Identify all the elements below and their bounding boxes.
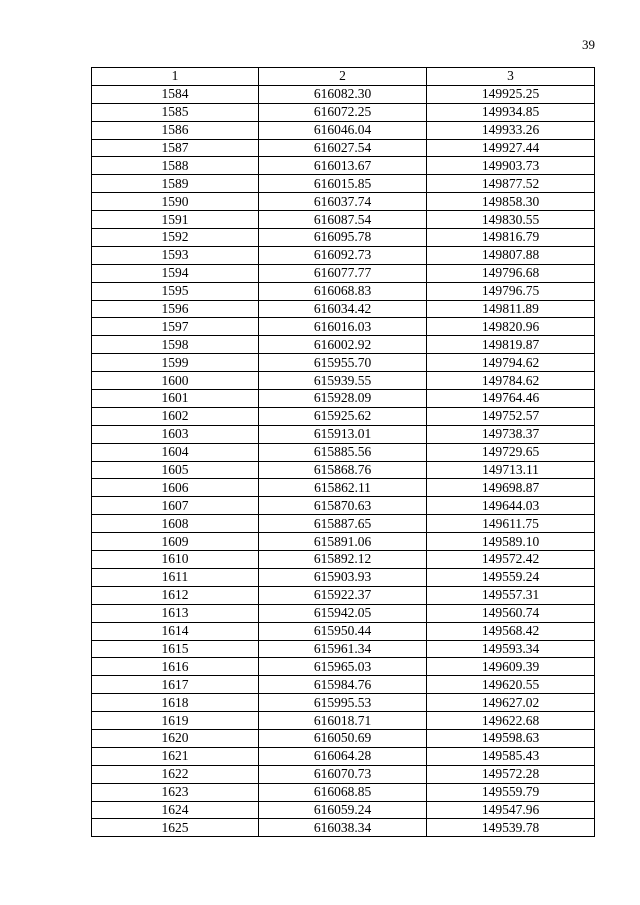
table-row <box>92 157 595 175</box>
table-row <box>92 658 595 676</box>
table-row <box>92 479 595 497</box>
column-header-2: 2 <box>259 68 427 86</box>
table-row <box>92 676 595 694</box>
y-coordinate-cell: 149784.62 <box>427 372 595 390</box>
x-coordinate-cell: 616068.85 <box>259 783 427 801</box>
table-row <box>92 461 595 479</box>
x-coordinate-cell: 615950.44 <box>259 622 427 640</box>
table-row <box>92 783 595 801</box>
y-coordinate-cell: 149794.62 <box>427 354 595 372</box>
table-row <box>92 712 595 730</box>
point-number-cell: 1621 <box>92 747 259 765</box>
table-row <box>92 819 595 837</box>
y-coordinate-cell: 149858.30 <box>427 193 595 211</box>
point-number-cell: 1587 <box>92 139 259 157</box>
table-row <box>92 747 595 765</box>
x-coordinate-cell: 616082.30 <box>259 85 427 103</box>
x-coordinate-cell: 615887.65 <box>259 515 427 533</box>
x-coordinate-cell: 615995.53 <box>259 694 427 712</box>
point-number-cell: 1614 <box>92 622 259 640</box>
y-coordinate-cell: 149559.24 <box>427 568 595 586</box>
table-header-row <box>92 68 595 86</box>
y-coordinate-cell: 149738.37 <box>427 425 595 443</box>
y-coordinate-cell: 149622.68 <box>427 712 595 730</box>
y-coordinate-cell: 149627.02 <box>427 694 595 712</box>
point-number-cell: 1622 <box>92 765 259 783</box>
y-coordinate-cell: 149934.85 <box>427 103 595 121</box>
point-number-cell: 1588 <box>92 157 259 175</box>
y-coordinate-cell: 149557.31 <box>427 586 595 604</box>
point-number-cell: 1585 <box>92 103 259 121</box>
table-row <box>92 390 595 408</box>
x-coordinate-cell: 615984.76 <box>259 676 427 694</box>
x-coordinate-cell: 616059.24 <box>259 801 427 819</box>
point-number-cell: 1616 <box>92 658 259 676</box>
x-coordinate-cell: 616068.83 <box>259 282 427 300</box>
point-number-cell: 1604 <box>92 443 259 461</box>
y-coordinate-cell: 149820.96 <box>427 318 595 336</box>
x-coordinate-cell: 616095.78 <box>259 229 427 247</box>
table-row <box>92 300 595 318</box>
x-coordinate-cell: 615955.70 <box>259 354 427 372</box>
x-coordinate-cell: 615925.62 <box>259 407 427 425</box>
table-row <box>92 586 595 604</box>
table-row <box>92 175 595 193</box>
y-coordinate-cell: 149572.42 <box>427 551 595 569</box>
x-coordinate-cell: 615868.76 <box>259 461 427 479</box>
x-coordinate-cell: 616002.92 <box>259 336 427 354</box>
y-coordinate-cell: 149927.44 <box>427 139 595 157</box>
point-number-cell: 1607 <box>92 497 259 515</box>
point-number-cell: 1615 <box>92 640 259 658</box>
x-coordinate-cell: 615939.55 <box>259 372 427 390</box>
point-number-cell: 1625 <box>92 819 259 837</box>
point-number-cell: 1590 <box>92 193 259 211</box>
y-coordinate-cell: 149585.43 <box>427 747 595 765</box>
y-coordinate-cell: 149560.74 <box>427 604 595 622</box>
table-row <box>92 443 595 461</box>
y-coordinate-cell: 149539.78 <box>427 819 595 837</box>
point-number-cell: 1589 <box>92 175 259 193</box>
y-coordinate-cell: 149764.46 <box>427 390 595 408</box>
table-row <box>92 229 595 247</box>
y-coordinate-cell: 149644.03 <box>427 497 595 515</box>
table-body <box>92 85 595 836</box>
table-row <box>92 801 595 819</box>
y-coordinate-cell: 149568.42 <box>427 622 595 640</box>
table-row <box>92 282 595 300</box>
y-coordinate-cell: 149903.73 <box>427 157 595 175</box>
point-number-cell: 1623 <box>92 783 259 801</box>
table-row <box>92 622 595 640</box>
y-coordinate-cell: 149620.55 <box>427 676 595 694</box>
x-coordinate-cell: 615942.05 <box>259 604 427 622</box>
x-coordinate-cell: 616015.85 <box>259 175 427 193</box>
y-coordinate-cell: 149877.52 <box>427 175 595 193</box>
point-number-cell: 1603 <box>92 425 259 443</box>
y-coordinate-cell: 149811.89 <box>427 300 595 318</box>
x-coordinate-cell: 616046.04 <box>259 121 427 139</box>
table-row <box>92 568 595 586</box>
y-coordinate-cell: 149609.39 <box>427 658 595 676</box>
point-number-cell: 1602 <box>92 407 259 425</box>
point-number-cell: 1612 <box>92 586 259 604</box>
x-coordinate-cell: 615891.06 <box>259 533 427 551</box>
y-coordinate-cell: 149807.88 <box>427 246 595 264</box>
table-row <box>92 336 595 354</box>
x-coordinate-cell: 615922.37 <box>259 586 427 604</box>
point-number-cell: 1591 <box>92 211 259 229</box>
point-number-cell: 1606 <box>92 479 259 497</box>
table-row <box>92 551 595 569</box>
table-row <box>92 533 595 551</box>
x-coordinate-cell: 616064.28 <box>259 747 427 765</box>
y-coordinate-cell: 149796.68 <box>427 264 595 282</box>
y-coordinate-cell: 149752.57 <box>427 407 595 425</box>
table-row <box>92 604 595 622</box>
x-coordinate-cell: 615870.63 <box>259 497 427 515</box>
point-number-cell: 1618 <box>92 694 259 712</box>
y-coordinate-cell: 149593.34 <box>427 640 595 658</box>
table-row <box>92 640 595 658</box>
table-row <box>92 246 595 264</box>
x-coordinate-cell: 615961.34 <box>259 640 427 658</box>
y-coordinate-cell: 149796.75 <box>427 282 595 300</box>
table-row <box>92 121 595 139</box>
point-number-cell: 1609 <box>92 533 259 551</box>
point-number-cell: 1624 <box>92 801 259 819</box>
table-row <box>92 497 595 515</box>
x-coordinate-cell: 616027.54 <box>259 139 427 157</box>
x-coordinate-cell: 616070.73 <box>259 765 427 783</box>
x-coordinate-cell: 616072.25 <box>259 103 427 121</box>
x-coordinate-cell: 616038.34 <box>259 819 427 837</box>
x-coordinate-cell: 616087.54 <box>259 211 427 229</box>
table-row <box>92 139 595 157</box>
table-row <box>92 103 595 121</box>
x-coordinate-cell: 615913.01 <box>259 425 427 443</box>
x-coordinate-cell: 616016.03 <box>259 318 427 336</box>
y-coordinate-cell: 149589.10 <box>427 533 595 551</box>
x-coordinate-cell: 615892.12 <box>259 551 427 569</box>
point-number-cell: 1613 <box>92 604 259 622</box>
y-coordinate-cell: 149925.25 <box>427 85 595 103</box>
point-number-cell: 1598 <box>92 336 259 354</box>
table-row <box>92 425 595 443</box>
point-number-cell: 1610 <box>92 551 259 569</box>
point-number-cell: 1617 <box>92 676 259 694</box>
x-coordinate-cell: 615903.93 <box>259 568 427 586</box>
y-coordinate-cell: 149713.11 <box>427 461 595 479</box>
column-header-3: 3 <box>427 68 595 86</box>
point-number-cell: 1595 <box>92 282 259 300</box>
y-coordinate-cell: 149933.26 <box>427 121 595 139</box>
table-row <box>92 372 595 390</box>
x-coordinate-cell: 616034.42 <box>259 300 427 318</box>
point-number-cell: 1608 <box>92 515 259 533</box>
point-number-cell: 1599 <box>92 354 259 372</box>
table-row <box>92 407 595 425</box>
x-coordinate-cell: 616092.73 <box>259 246 427 264</box>
coordinates-table <box>91 67 595 837</box>
y-coordinate-cell: 149830.55 <box>427 211 595 229</box>
table-row <box>92 193 595 211</box>
x-coordinate-cell: 616013.67 <box>259 157 427 175</box>
y-coordinate-cell: 149729.65 <box>427 443 595 461</box>
y-coordinate-cell: 149572.28 <box>427 765 595 783</box>
point-number-cell: 1620 <box>92 729 259 747</box>
y-coordinate-cell: 149819.87 <box>427 336 595 354</box>
page-number: 39 <box>582 37 595 52</box>
point-number-cell: 1600 <box>92 372 259 390</box>
point-number-cell: 1596 <box>92 300 259 318</box>
point-number-cell: 1584 <box>92 85 259 103</box>
x-coordinate-cell: 616050.69 <box>259 729 427 747</box>
point-number-cell: 1586 <box>92 121 259 139</box>
table-row <box>92 515 595 533</box>
point-number-cell: 1619 <box>92 712 259 730</box>
x-coordinate-cell: 615862.11 <box>259 479 427 497</box>
point-number-cell: 1594 <box>92 264 259 282</box>
table-row <box>92 211 595 229</box>
y-coordinate-cell: 149611.75 <box>427 515 595 533</box>
y-coordinate-cell: 149559.79 <box>427 783 595 801</box>
x-coordinate-cell: 616037.74 <box>259 193 427 211</box>
table-row <box>92 354 595 372</box>
x-coordinate-cell: 615965.03 <box>259 658 427 676</box>
table-row <box>92 729 595 747</box>
point-number-cell: 1601 <box>92 390 259 408</box>
x-coordinate-cell: 615885.56 <box>259 443 427 461</box>
column-header-1: 1 <box>92 68 259 86</box>
table-row <box>92 318 595 336</box>
table-row <box>92 264 595 282</box>
point-number-cell: 1597 <box>92 318 259 336</box>
table-row <box>92 765 595 783</box>
point-number-cell: 1605 <box>92 461 259 479</box>
point-number-cell: 1593 <box>92 246 259 264</box>
y-coordinate-cell: 149698.87 <box>427 479 595 497</box>
y-coordinate-cell: 149547.96 <box>427 801 595 819</box>
x-coordinate-cell: 616077.77 <box>259 264 427 282</box>
point-number-cell: 1611 <box>92 568 259 586</box>
table-row <box>92 694 595 712</box>
y-coordinate-cell: 149816.79 <box>427 229 595 247</box>
point-number-cell: 1592 <box>92 229 259 247</box>
x-coordinate-cell: 616018.71 <box>259 712 427 730</box>
x-coordinate-cell: 615928.09 <box>259 390 427 408</box>
table-row <box>92 85 595 103</box>
y-coordinate-cell: 149598.63 <box>427 729 595 747</box>
